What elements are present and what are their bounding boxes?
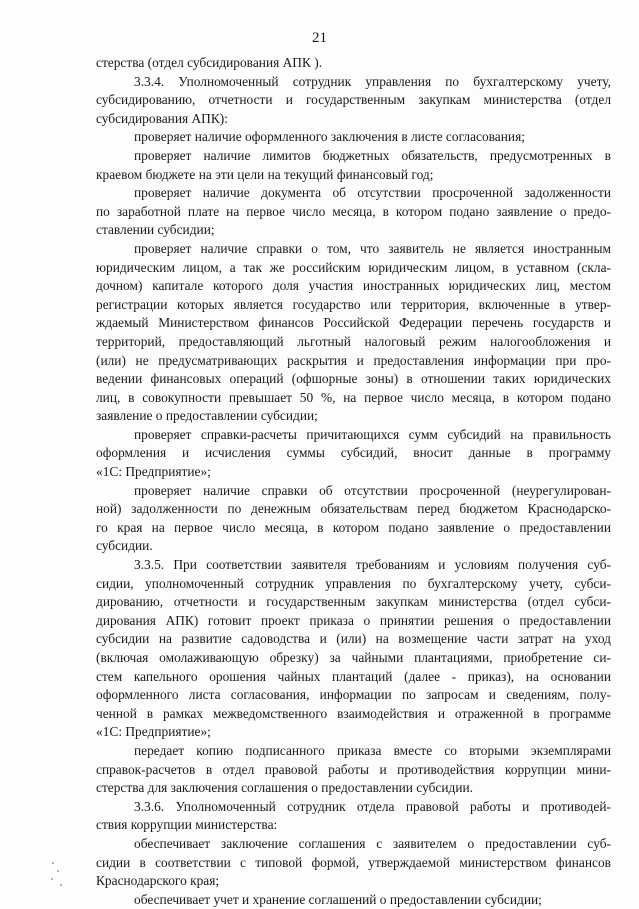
text-line: стерства (отдел субсидирования АПК ). <box>96 55 323 70</box>
text-line: обеспечивает учет и хранение соглашений о предоставлении субсидии; <box>134 891 542 907</box>
text-line: го края на первое число месяца, в котором подано заявление о предоставлении <box>96 519 611 535</box>
text-line: сидии, уполномоченный сотрудник управления по бухгалтерскому учету, субси- <box>96 575 611 591</box>
text-line: проверяет наличие лимитов бюджетных обязательств, предусмотренных в <box>134 147 611 163</box>
text-line: 3.3.6. Уполномоченный сотрудник отдела правовой работы и противодей- <box>134 798 611 814</box>
text-line: (включая омолаживающую обрезку) за чайными плантациями, приобретение си- <box>96 650 611 665</box>
text-line: стерства для заключения соглашения о предоставлении субсидии. <box>96 780 474 796</box>
text-line: регистрации которых является государство или территория, включенные в утвер- <box>96 296 611 312</box>
text-line: 3.3.4. Уполномоченный сотрудник управления по бухгалтерскому учету, <box>134 73 611 89</box>
scan-specks <box>48 860 68 890</box>
text-line: проверяет наличие справки о том, что заявитель не является иностранным <box>134 240 611 256</box>
text-line: проверяет наличие справки об отсутствии просроченной (неурегулирован- <box>134 482 611 498</box>
text-line: территорий, предоставляющий льготный налоговый режим налогообложения и <box>96 333 611 349</box>
text-line: проверяет наличие оформленного заключения в листе согласования; <box>134 129 525 145</box>
text-line: субсидированию, отчетности и государственным закупкам министерства (отдел <box>96 92 611 108</box>
text-line: ждаемый Министерством финансов Российской Федерации перечень государств и <box>96 315 611 331</box>
text-line: обеспечивает заключение соглашения с заявителем о предоставлении суб- <box>134 835 611 851</box>
text-line: заявление о предоставлении субсидии; <box>96 408 318 424</box>
text-line: проверяет справки-расчеты причитающихся сумм субсидий на правильность <box>134 426 611 442</box>
text-line: передает копию подписанного приказа вместе со вторыми экземплярами <box>134 742 611 758</box>
text-line: краевом бюджете на эти цели на текущий финансовый год; <box>96 166 434 182</box>
text-line: дирования АПК) готовит проект приказа о принятии решения о предоставлении <box>96 612 611 628</box>
page-number: 21 <box>312 30 327 46</box>
text-line: ствия коррупции министерства: <box>96 817 278 833</box>
text-line: «1С: Предприятие»; <box>96 464 211 480</box>
text-line: ставлении субсидии; <box>96 222 215 238</box>
text-line: справок-расчетов в отдел правовой работы и противодействия коррупции мини- <box>96 761 611 777</box>
text-line: юридическим лицом, а так же российским юридическим лицом, в уставном (скла- <box>96 259 611 275</box>
text-line: оформления и исчисления суммы субсидий, вносит данные в программу <box>96 445 611 461</box>
text-line: «1С: Предприятие»; <box>96 724 211 740</box>
text-line: ведении финансовых операций (офшорные зоны) в отношении таких юридических <box>96 371 611 387</box>
text-line: лиц, в совокупности превышает 50 %, на первое число месяца, в котором подано <box>96 389 611 405</box>
text-line: сидии в соответствии с типовой формой, утверждаемой министерством финансов <box>96 854 611 870</box>
text-line: ченной в рамках межведомственного взаимодействия и отраженной в программе <box>96 705 611 721</box>
text-line: 3.3.5. При соответствии заявителя требованиям и условиям получения суб- <box>134 557 611 573</box>
text-line: дочном) капитале которого доля участия иностранных юридических лиц, местом <box>96 278 611 294</box>
document-body <box>96 54 611 909</box>
text-line: субсидирования АПК): <box>96 110 228 126</box>
text-line: оформленного листа согласования, информации по запросам и сведениям, полу- <box>96 687 611 703</box>
text-line: по заработной плате на первое число месяца, в котором подано заявление о предо- <box>96 203 611 219</box>
text-line: (или) не предусматривающих раскрытия и предоставления информации при про- <box>96 352 611 368</box>
text-line: проверяет наличие документа об отсутствии просроченной задолженности <box>134 185 611 201</box>
text-line: субсидии. <box>96 538 153 554</box>
text-line: дированию, отчетности и государственным закупкам министерства (отдел субси- <box>96 594 611 610</box>
text-line: ной) задолженности по денежным обязательствам перед бюджетом Краснодарско- <box>96 501 611 517</box>
text-line: стем капельного орошения чайных плантаций (далее - приказ), на основании <box>96 668 611 684</box>
text-line: субсидии на развитие садоводства и (или) на возмещение части затрат на уход <box>96 631 611 647</box>
text-line: Краснодарского края; <box>96 873 220 889</box>
